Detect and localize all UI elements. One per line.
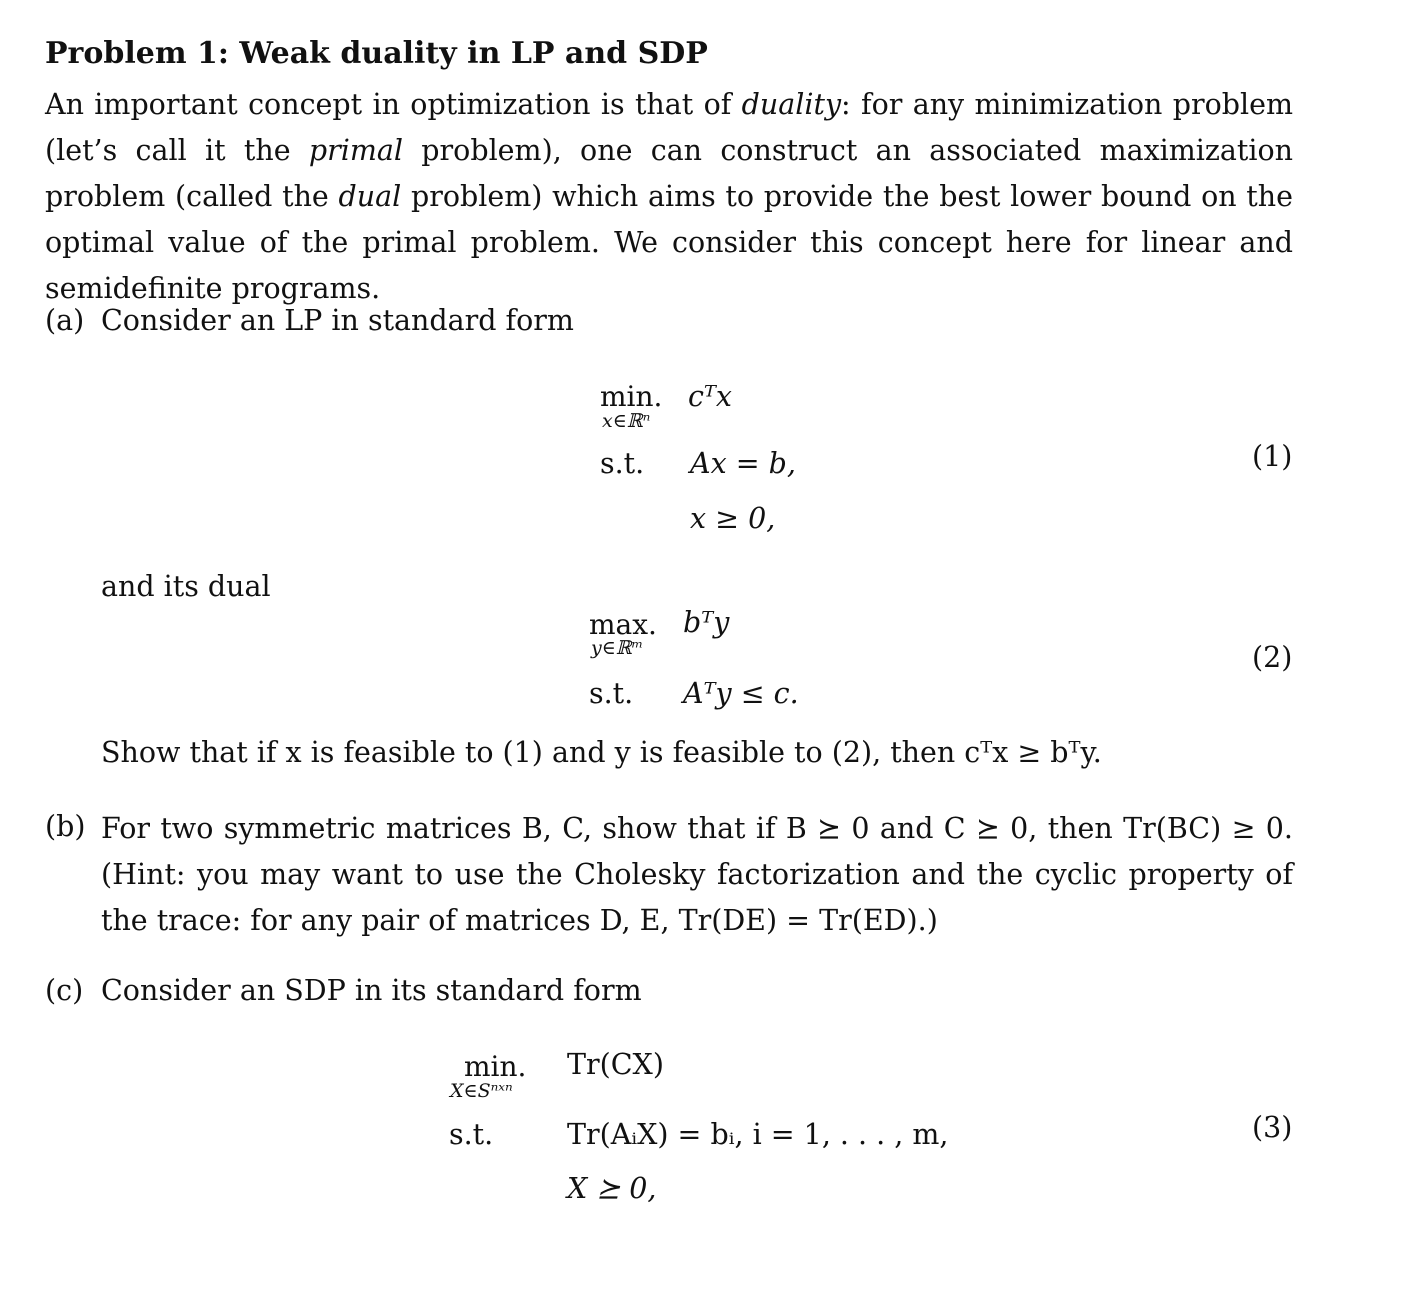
part-a-show-text: Show that if x is feasible to (1) and y is feasible to (2), then cᵀx ≥ bᵀy. xyxy=(101,736,1102,769)
intro-text-2: : for any minimization problem (let’s call it the xyxy=(45,88,1294,167)
lp1-st: s.t. xyxy=(600,447,645,480)
lp2-operator: max. xyxy=(589,608,657,641)
intro-text-1: An important concept in optimization is that of xyxy=(45,88,742,121)
intro-text-3: problem), one can construct an associated maximization problem (called the xyxy=(45,134,1293,213)
part-c-text: Consider an SDP in its standard form xyxy=(101,974,642,1007)
lp1-constraint-1: Ax = b, xyxy=(690,447,796,480)
part-b-label: (b) xyxy=(45,810,86,843)
part-a-label: (a) xyxy=(45,304,85,337)
lp2-st: s.t. xyxy=(589,677,634,710)
sdp-st: s.t. xyxy=(449,1118,494,1151)
sdp-objective: Tr(CX) xyxy=(567,1048,664,1081)
sdp-operator: min. xyxy=(464,1050,527,1083)
intro-emph-primal: primal xyxy=(308,134,403,167)
part-c-label: (c) xyxy=(45,974,84,1007)
eq-number-3: (3) xyxy=(1252,1111,1293,1144)
sdp-constraint-2: X ⪰ 0, xyxy=(567,1172,657,1205)
lp2-objective: bᵀy xyxy=(683,606,730,639)
sdp-constraint-1: Tr(AᵢX) = bᵢ, i = 1, . . . , m, xyxy=(567,1118,949,1151)
intro-paragraph xyxy=(45,82,1293,312)
lp1-under: x∈ℝⁿ xyxy=(602,410,651,432)
and-its-dual-text: and its dual xyxy=(101,570,271,603)
lp1-objective: cᵀx xyxy=(688,380,733,413)
part-b-text: For two symmetric matrices B, C, show that if B ⪰ 0 and C ⪰ 0, then Tr(BC) ≥ 0. (Hint: you may want to use the Cholesky factorization and the cyclic property of the trace: for any pair of matrices D, E, Tr(DE) = Tr(ED).) xyxy=(101,812,1293,937)
sdp-under: X∈Sⁿˣⁿ xyxy=(450,1080,513,1102)
lp2-under: y∈ℝᵐ xyxy=(591,637,644,659)
intro-emph-duality: duality xyxy=(741,88,842,121)
eq-number-1: (1) xyxy=(1252,440,1293,473)
problem-title: Problem 1: Weak duality in LP and SDP xyxy=(45,36,708,71)
part-a-text: Consider an LP in standard form xyxy=(101,304,574,337)
intro-emph-dual: dual xyxy=(338,180,402,213)
lp1-operator: min. xyxy=(600,380,663,413)
intro-text-4: problem) which aims to provide the best lower bound on the optimal value of the primal problem. We consider this concept here for linear and semidefinite programs. xyxy=(45,180,1293,305)
lp1-constraint-2: x ≥ 0, xyxy=(690,502,776,535)
lp2-constraint-1: Aᵀy ≤ c. xyxy=(683,677,799,710)
eq-number-2: (2) xyxy=(1252,641,1293,674)
